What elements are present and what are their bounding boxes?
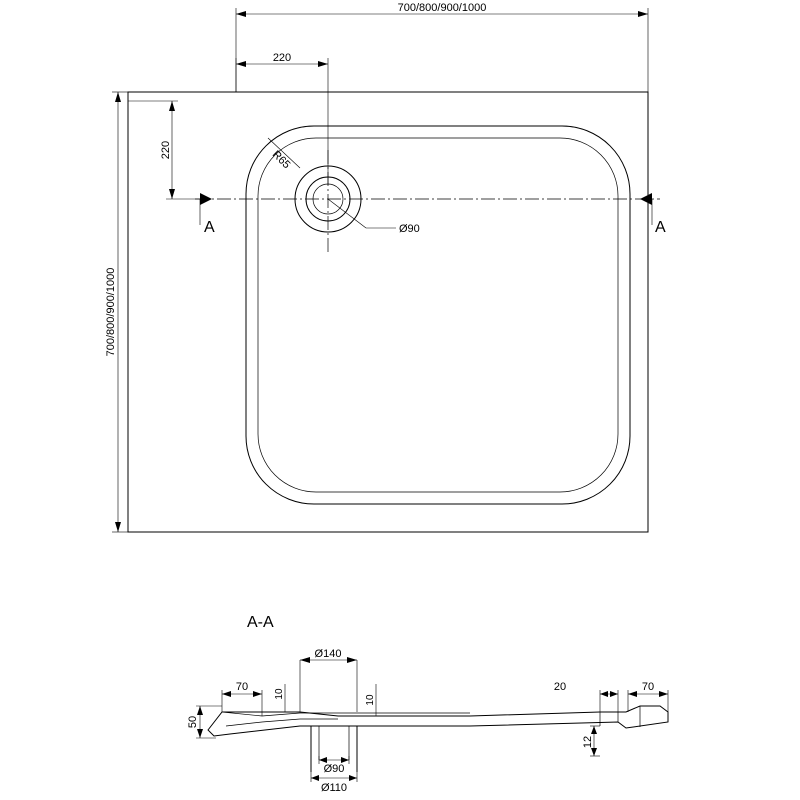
dim-70-right-label: 70: [641, 681, 655, 693]
dim-220-v-arrow-top: [169, 101, 175, 111]
section-arrow-right: [640, 193, 652, 205]
basin-inner-radius: [258, 138, 618, 492]
dim-20-arrow-a: [600, 691, 608, 697]
dim-50-arrow-bottom: [197, 729, 203, 738]
section-inner-line-7: [226, 722, 262, 726]
dim-70-left-arrow-b: [253, 691, 262, 697]
section-view-title: A-A: [247, 614, 274, 631]
drain-dia-label: Ø90: [399, 223, 420, 235]
dim-70-left-label: 70: [235, 681, 249, 693]
dim-d110-label: Ø110: [320, 782, 348, 794]
tray-outer-outline: [128, 92, 648, 532]
dim-left-arrow-bottom: [115, 522, 121, 532]
dim-220-v-arrow-bottom: [169, 189, 175, 199]
basin-outer-radius: [246, 126, 630, 504]
dim-12-arrow-top: [591, 726, 597, 734]
dim-140-label: Ø140: [314, 648, 342, 660]
dim-d110-arrow-left: [311, 775, 319, 781]
section-inner-line-2: [262, 719, 300, 722]
dim-220-h-arrow-left: [236, 61, 246, 67]
dim-12-arrow-bottom: [591, 748, 597, 756]
section-view-group: [187, 614, 668, 794]
dim-top-label: 700/800/900/1000: [397, 2, 487, 14]
r65-label: R65: [269, 148, 293, 172]
section-arrow-left: [200, 193, 212, 205]
dim-left-arrow-top: [115, 92, 121, 102]
dim-12-label: 12: [582, 735, 594, 749]
section-mark-right-label: A: [655, 219, 666, 236]
dim-20-arrow-b: [610, 691, 618, 697]
dim-50-arrow-top: [197, 706, 203, 715]
dim-220-h-label: 220: [272, 52, 292, 64]
section-inner-line-6: [222, 712, 262, 716]
dim-d110-arrow-right: [349, 775, 357, 781]
section-inner-line-1: [262, 713, 300, 716]
dim-220-v-label: 220: [160, 140, 172, 160]
dim-left-label: 700/800/900/1000: [105, 267, 117, 357]
dim-50-label: 50: [187, 715, 199, 729]
dim-220-h-arrow-right: [318, 61, 328, 67]
dim-10-inner-label: 10: [365, 694, 376, 706]
dim-70-right-arrow-a: [628, 691, 637, 697]
dim-140-arrow-right: [347, 657, 357, 663]
dim-top-arrow-left: [236, 11, 246, 17]
dim-d90-label: Ø90: [323, 763, 345, 775]
top-view-group: [105, 2, 666, 532]
dim-20-label: 20: [553, 681, 567, 693]
dim-10-left-label: 10: [274, 688, 285, 700]
dim-70-left-arrow-a: [222, 691, 231, 697]
dim-70-right-arrow-b: [659, 691, 668, 697]
dim-top-arrow-right: [638, 11, 648, 17]
section-mark-left-label: A: [204, 219, 215, 236]
dim-140-arrow-left: [300, 657, 310, 663]
